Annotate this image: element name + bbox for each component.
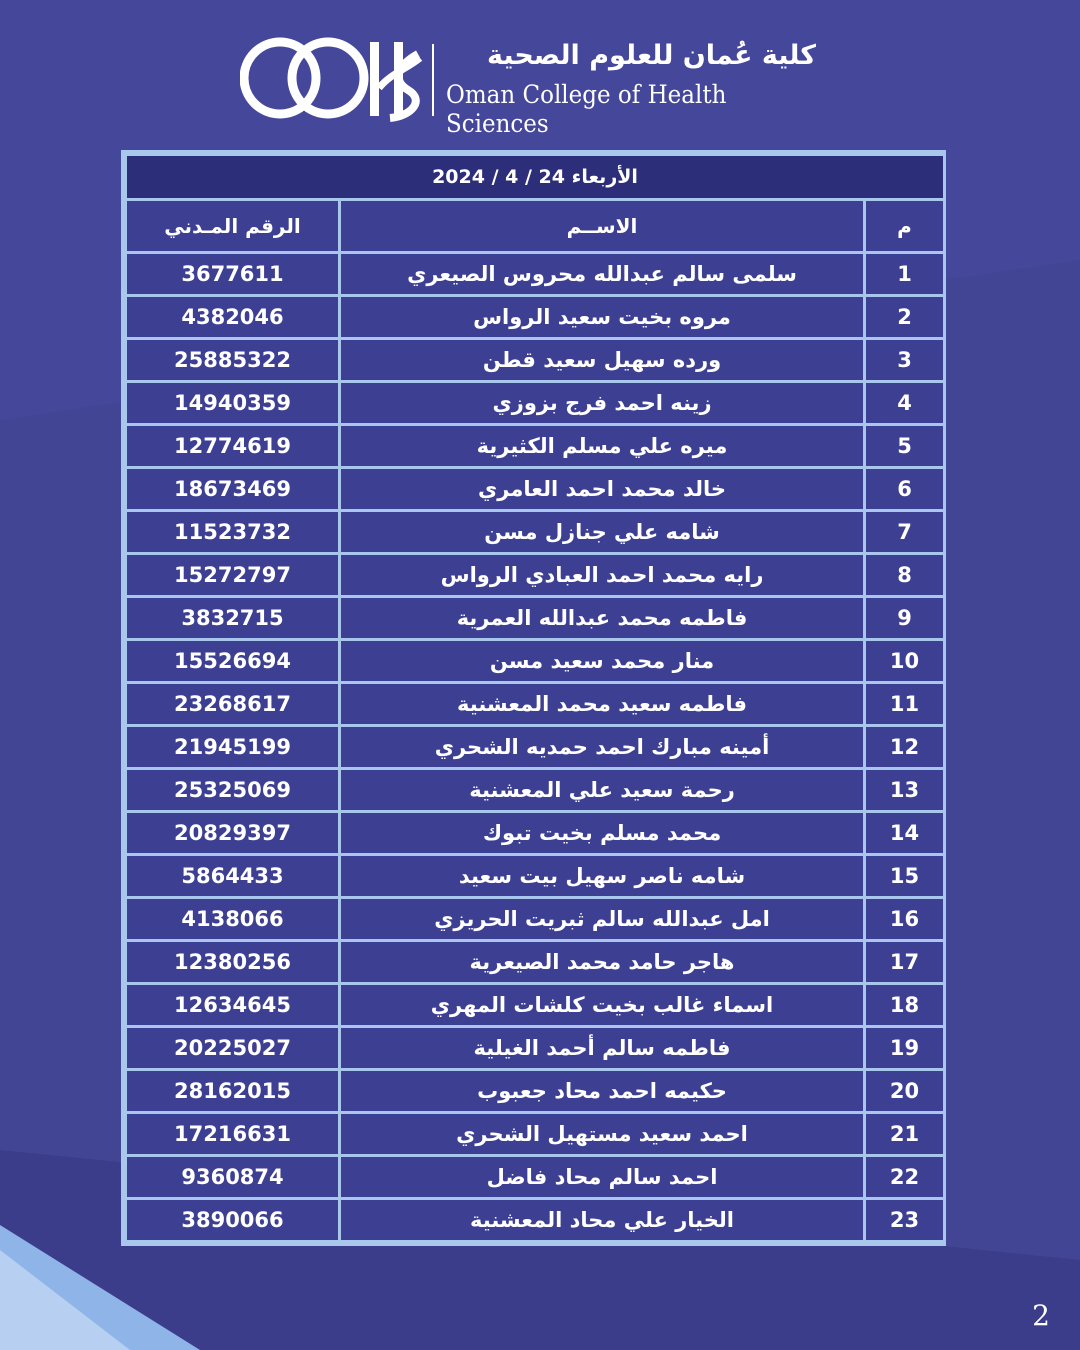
civil-id: 25325069 bbox=[127, 770, 338, 810]
row-number: 10 bbox=[866, 641, 943, 681]
student-name: هاجر حامد محمد الصيعرية bbox=[341, 942, 863, 982]
ochs-logo-mark bbox=[240, 34, 430, 126]
row-number: 19 bbox=[866, 1028, 943, 1068]
table-body bbox=[127, 254, 943, 1240]
table-row bbox=[127, 942, 943, 982]
civil-id: 20829397 bbox=[127, 813, 338, 853]
row-number: 5 bbox=[866, 426, 943, 466]
civil-id: 14940359 bbox=[127, 383, 338, 423]
civil-id: 12634645 bbox=[127, 985, 338, 1025]
student-name: الخيار علي محاد المعشنية bbox=[341, 1200, 863, 1240]
row-number: 18 bbox=[866, 985, 943, 1025]
table-row bbox=[127, 985, 943, 1025]
row-number: 1 bbox=[866, 254, 943, 294]
civil-id: 9360874 bbox=[127, 1157, 338, 1197]
table-row bbox=[127, 813, 943, 853]
table-row bbox=[127, 684, 943, 724]
civil-id: 20225027 bbox=[127, 1028, 338, 1068]
student-name: مروه بخيت سعيد الرواس bbox=[341, 297, 863, 337]
college-name-arabic: كلية عُمان للعلوم الصحية bbox=[486, 40, 816, 71]
table-row bbox=[127, 727, 943, 767]
row-number: 13 bbox=[866, 770, 943, 810]
student-name: محمد مسلم بخيت تبوك bbox=[341, 813, 863, 853]
student-name: أمينه مبارك احمد حمديه الشحري bbox=[341, 727, 863, 767]
table-row bbox=[127, 426, 943, 466]
student-name: امل عبدالله سالم ثبريت الحريزي bbox=[341, 899, 863, 939]
student-name: منار محمد سعيد مسن bbox=[341, 641, 863, 681]
civil-id: 18673469 bbox=[127, 469, 338, 509]
table-row bbox=[127, 1200, 943, 1240]
logo-separator bbox=[432, 44, 434, 116]
student-name: ميره علي مسلم الكثيرية bbox=[341, 426, 863, 466]
row-number: 17 bbox=[866, 942, 943, 982]
civil-id: 12380256 bbox=[127, 942, 338, 982]
row-number: 12 bbox=[866, 727, 943, 767]
student-name: اسماء غالب بخيت كلشات المهري bbox=[341, 985, 863, 1025]
student-name: فاطمه سالم أحمد الغيلية bbox=[341, 1028, 863, 1068]
civil-id: 11523732 bbox=[127, 512, 338, 552]
table-row bbox=[127, 770, 943, 810]
column-header-number: م bbox=[866, 201, 943, 251]
row-number: 16 bbox=[866, 899, 943, 939]
student-name: سلمى سالم عبدالله محروس الصيعري bbox=[341, 254, 863, 294]
civil-id: 23268617 bbox=[127, 684, 338, 724]
civil-id: 15526694 bbox=[127, 641, 338, 681]
table-row bbox=[127, 383, 943, 423]
student-name: شامه علي جنازل مسن bbox=[341, 512, 863, 552]
table-row bbox=[127, 555, 943, 595]
table-row bbox=[127, 598, 943, 638]
row-number: 8 bbox=[866, 555, 943, 595]
civil-id: 17216631 bbox=[127, 1114, 338, 1154]
table-row bbox=[127, 254, 943, 294]
table-row bbox=[127, 1028, 943, 1068]
civil-id: 4382046 bbox=[127, 297, 338, 337]
students-table bbox=[121, 150, 946, 1246]
table-row bbox=[127, 1157, 943, 1197]
student-name: حكيمه احمد محاد جعبوب bbox=[341, 1071, 863, 1111]
student-name: ورده سهيل سعيد قطن bbox=[341, 340, 863, 380]
college-name-english: Oman College of Health Sciences bbox=[446, 80, 727, 138]
column-header-name: الاســم bbox=[341, 201, 863, 251]
row-number: 23 bbox=[866, 1200, 943, 1240]
date-header: الأربعاء 24 / 4 / 2024 bbox=[127, 156, 943, 198]
page-number: 2 bbox=[1032, 1299, 1050, 1332]
civil-id: 3890066 bbox=[127, 1200, 338, 1240]
row-number: 4 bbox=[866, 383, 943, 423]
row-number: 2 bbox=[866, 297, 943, 337]
table-row bbox=[127, 469, 943, 509]
college-logo bbox=[240, 34, 820, 138]
student-name: رايه محمد احمد العبادي الرواس bbox=[341, 555, 863, 595]
table-row bbox=[127, 856, 943, 896]
student-name: شامه ناصر سهيل بيت سعيد bbox=[341, 856, 863, 896]
student-name: احمد سالم محاد فاضل bbox=[341, 1157, 863, 1197]
civil-id: 4138066 bbox=[127, 899, 338, 939]
table-row bbox=[127, 1114, 943, 1154]
logo-letters: OCHS bbox=[310, 86, 313, 87]
civil-id: 5864433 bbox=[127, 856, 338, 896]
row-number: 9 bbox=[866, 598, 943, 638]
row-number: 6 bbox=[866, 469, 943, 509]
student-name: احمد سعيد مستهيل الشحري bbox=[341, 1114, 863, 1154]
civil-id: 28162015 bbox=[127, 1071, 338, 1111]
student-name: فاطمه سعيد محمد المعشنية bbox=[341, 684, 863, 724]
student-name: رحمة سعيد علي المعشنية bbox=[341, 770, 863, 810]
table-row bbox=[127, 297, 943, 337]
student-name: خالد محمد احمد العامري bbox=[341, 469, 863, 509]
row-number: 22 bbox=[866, 1157, 943, 1197]
civil-id: 25885322 bbox=[127, 340, 338, 380]
column-header-civil-id: الرقم المـدني bbox=[127, 201, 338, 251]
row-number: 11 bbox=[866, 684, 943, 724]
table-row bbox=[127, 340, 943, 380]
student-name: فاطمه محمد عبدالله العمرية bbox=[341, 598, 863, 638]
civil-id: 3832715 bbox=[127, 598, 338, 638]
table-row bbox=[127, 1071, 943, 1111]
table-row bbox=[127, 512, 943, 552]
civil-id: 21945199 bbox=[127, 727, 338, 767]
civil-id: 3677611 bbox=[127, 254, 338, 294]
row-number: 7 bbox=[866, 512, 943, 552]
row-number: 15 bbox=[866, 856, 943, 896]
table-row bbox=[127, 641, 943, 681]
civil-id: 12774619 bbox=[127, 426, 338, 466]
table-row bbox=[127, 899, 943, 939]
civil-id: 15272797 bbox=[127, 555, 338, 595]
student-name: زينه احمد فرج بزوزي bbox=[341, 383, 863, 423]
row-number: 21 bbox=[866, 1114, 943, 1154]
row-number: 14 bbox=[866, 813, 943, 853]
row-number: 20 bbox=[866, 1071, 943, 1111]
row-number: 3 bbox=[866, 340, 943, 380]
